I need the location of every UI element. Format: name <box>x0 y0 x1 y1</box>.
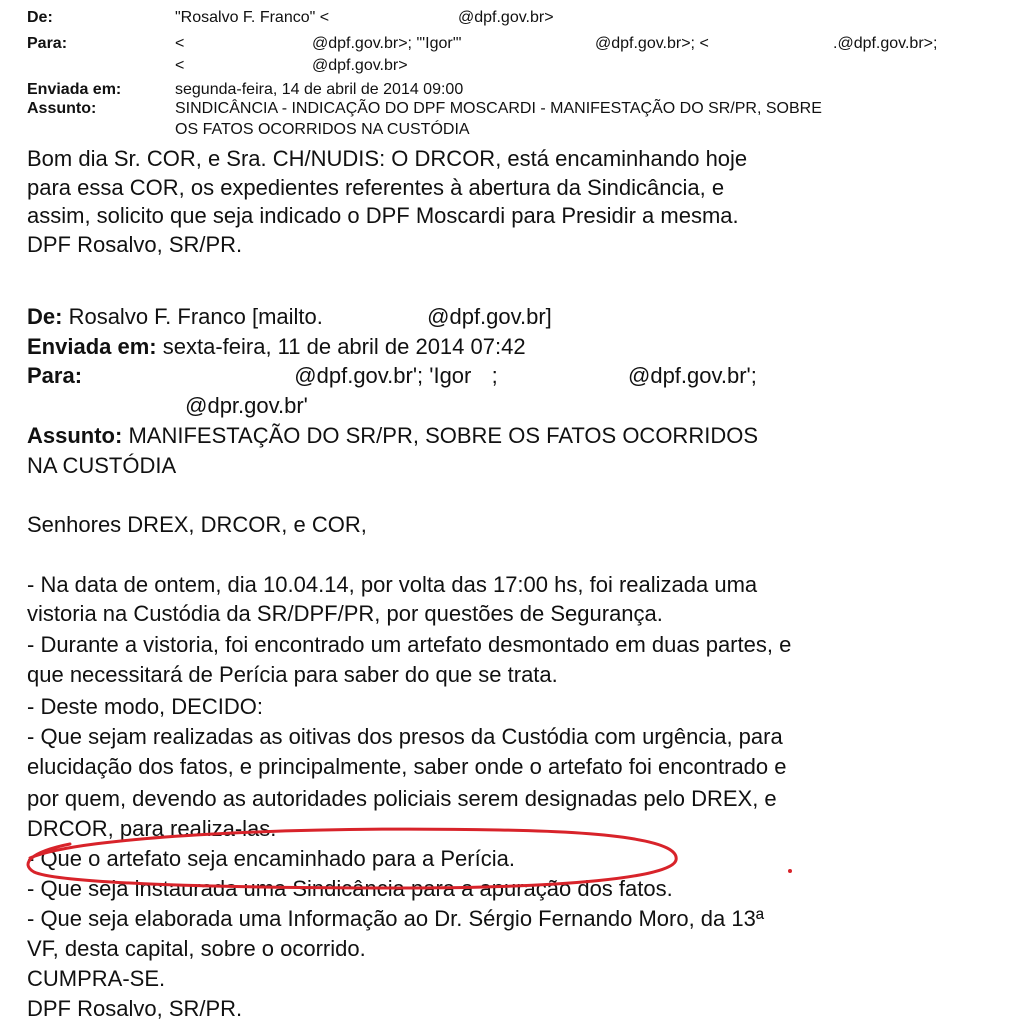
forwarded-subject-label: Assunto: <box>27 423 123 448</box>
reply-from-row <box>0 8 1024 28</box>
reply-to-label: Para: <box>27 35 68 52</box>
forwarded-from-name: Rosalvo F. Franco [mailto. <box>68 304 323 329</box>
reply-to-part-b: @dpf.gov.br>; "'Igor'" <box>312 35 462 52</box>
reply-to-part-f: @dpf.gov.br> <box>312 57 408 74</box>
forwarded-to-row-2 <box>27 393 308 419</box>
reply-body-line: Bom dia Sr. COR, e Sra. CH/NUDIS: O DRCOR, está encaminhando hoje <box>27 146 748 171</box>
reply-subject-label: Assunto: <box>27 100 97 117</box>
forwarded-greeting: Senhores DREX, DRCOR, e COR, <box>27 512 367 537</box>
forwarded-to-part-d: @dpr.gov.br' <box>185 393 308 418</box>
reply-subject-row-2 <box>0 120 1024 140</box>
reply-to-part-a: < <box>175 35 185 52</box>
forwarded-from-label: De: <box>27 304 63 329</box>
forwarded-to-part-b: ; <box>491 363 498 388</box>
forwarded-body-line: - Que sejam realizadas as oitivas dos presos da Custódia com urgência, para <box>27 724 783 749</box>
forwarded-to-part-c: @dpf.gov.br'; <box>628 363 757 388</box>
reply-from-domain: @dpf.gov.br> <box>458 9 554 26</box>
forwarded-body-line: elucidação dos fatos, e principalmente, saber onde o artefato foi encontrado e <box>27 754 787 779</box>
forwarded-body-line: - Na data de ontem, dia 10.04.14, por volta das 17:00 hs, foi realizada uma <box>27 572 758 597</box>
forwarded-sent-value: sexta-feira, 11 de abril de 2014 07:42 <box>162 334 526 359</box>
forwarded-to-part-a: @dpf.gov.br'; 'Igor <box>294 363 472 388</box>
forwarded-body-line: DRCOR, para realiza-las. <box>27 816 277 841</box>
forwarded-body-line: por quem, devendo as autoridades policiais serem designadas pelo DREX, e <box>27 786 777 811</box>
forwarded-body-line: CUMPRA-SE. <box>27 966 166 991</box>
reply-body-line: assim, solicito que seja indicado o DPF Moscardi para Presidir a mesma. <box>27 203 739 228</box>
forwarded-to-label: Para: <box>27 363 83 388</box>
forwarded-from-domain: @dpf.gov.br] <box>427 304 552 329</box>
reply-sent-value: segunda-feira, 14 de abril de 2014 09:00 <box>175 81 464 98</box>
reply-sent-row <box>0 80 1024 100</box>
forwarded-body-line: vistoria na Custódia da SR/DPF/PR, por questões de Segurança. <box>27 601 663 626</box>
reply-to-part-d: .@dpf.gov.br>; <box>833 35 938 52</box>
reply-from-name: "Rosalvo F. Franco" < <box>175 9 330 26</box>
red-dot-mark <box>788 869 792 873</box>
forwarded-body-line: que necessitará de Perícia para saber do que se trata. <box>27 662 558 687</box>
reply-to-row <box>0 34 1024 54</box>
forwarded-body-line: - Que seja instaurada uma Sindicância para a apuração dos fatos. <box>27 876 673 901</box>
forwarded-body-line: - Deste modo, DECIDO: <box>27 694 263 719</box>
reply-subject-line-2: OS FATOS OCORRIDOS NA CUSTÓDIA <box>175 121 470 138</box>
forwarded-to-row <box>27 363 757 389</box>
reply-sent-label: Enviada em: <box>27 81 122 98</box>
forwarded-sent-row <box>27 334 526 360</box>
reply-to-part-c: @dpf.gov.br>; < <box>595 35 709 52</box>
forwarded-sent-label: Enviada em: <box>27 334 157 359</box>
reply-from-label: De: <box>27 9 53 26</box>
reply-signature: DPF Rosalvo, SR/PR. <box>27 232 243 257</box>
reply-subject-row <box>0 99 1024 119</box>
forwarded-subject-row <box>27 423 758 449</box>
forwarded-body-line: - Durante a vistoria, foi encontrado um artefato desmontado em duas partes, e <box>27 632 792 657</box>
reply-to-row-2 <box>0 56 1024 76</box>
forwarded-body-line: - Que seja elaborada uma Informação ao Dr. Sérgio Fernando Moro, da 13ª <box>27 906 764 931</box>
forwarded-subject-line-1: MANIFESTAÇÃO DO SR/PR, SOBRE OS FATOS OCORRIDOS <box>128 423 758 448</box>
forwarded-subject-line-2: NA CUSTÓDIA <box>27 453 177 478</box>
reply-body-line: para essa COR, os expedientes referentes à abertura da Sindicância, e <box>27 175 725 200</box>
reply-to-part-e: < <box>175 57 185 74</box>
forwarded-body-line: VF, desta capital, sobre o ocorrido. <box>27 936 366 961</box>
reply-subject-line-1: SINDICÂNCIA - INDICAÇÃO DO DPF MOSCARDI - MANIFESTAÇÃO DO SR/PR, SOBRE <box>175 100 822 117</box>
forwarded-body-line-highlighted: - Que o artefato seja encaminhado para a Perícia. <box>27 846 515 871</box>
forwarded-signature: DPF Rosalvo, SR/PR. <box>27 996 243 1021</box>
forwarded-from-row <box>27 304 552 330</box>
